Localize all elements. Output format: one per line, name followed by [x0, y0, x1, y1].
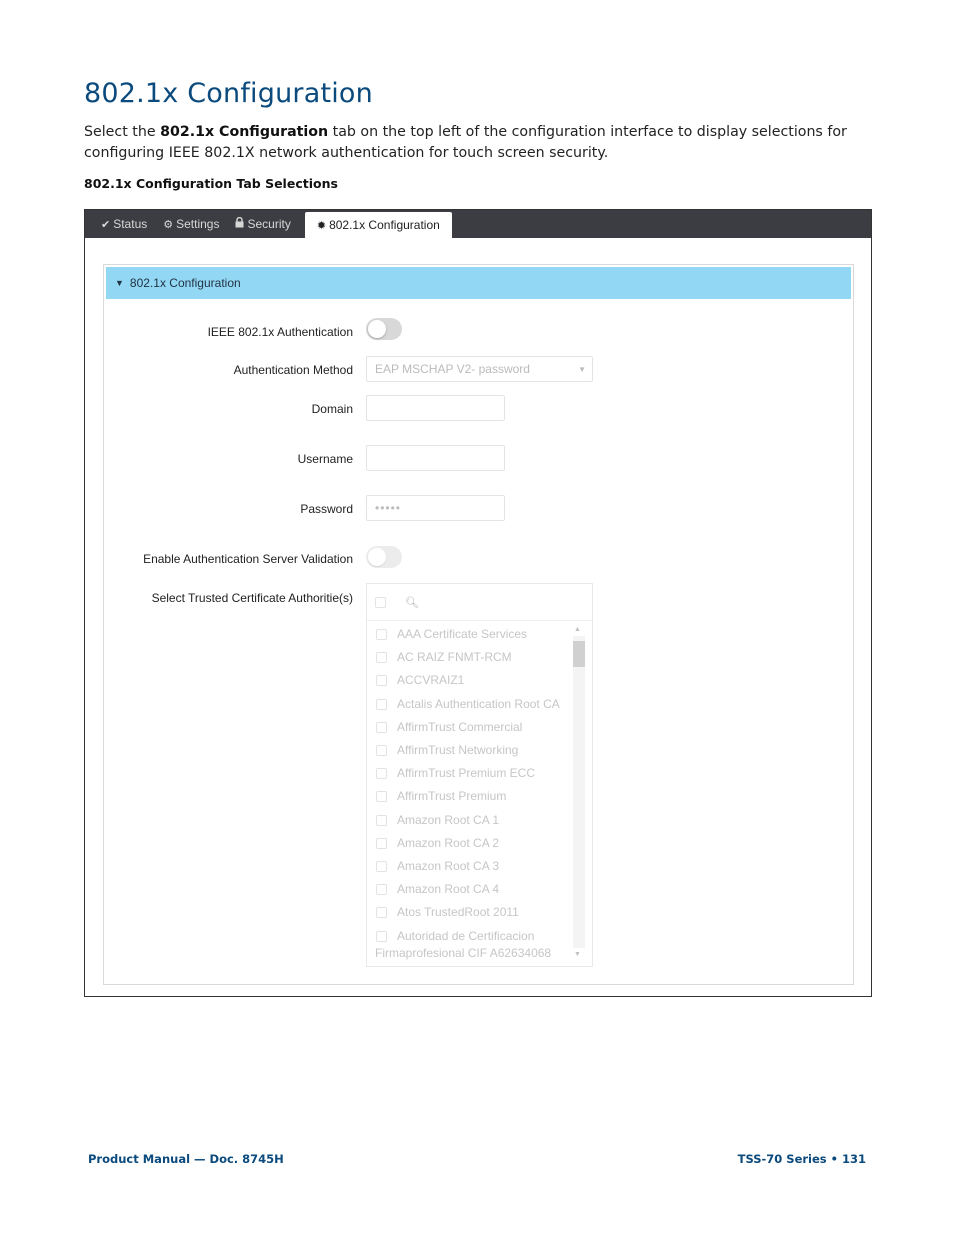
cog-icon: ✹ [316, 219, 327, 232]
footer-doc-info: Product Manual — Doc. 8745H [88, 1152, 284, 1166]
certificate-checkbox[interactable] [376, 884, 387, 895]
tab-8021x-label: 802.1x Configuration [329, 218, 440, 232]
certificate-item[interactable] [367, 623, 570, 646]
certificate-checkbox[interactable] [376, 931, 387, 942]
certificate-item[interactable] [367, 901, 570, 924]
password-label: Password [300, 502, 353, 516]
certificate-label: AC RAIZ FNMT-RCM [397, 650, 512, 665]
certificate-checkbox[interactable] [376, 815, 387, 826]
tab-security[interactable] [227, 210, 298, 238]
scroll-up-icon[interactable]: ▲ [574, 626, 581, 633]
password-input[interactable] [366, 495, 505, 521]
gear-icon: ⚙ [163, 218, 174, 231]
certificate-label: Amazon Root CA 3 [397, 859, 500, 873]
certificate-item[interactable] [367, 878, 570, 901]
certificate-search-row [367, 584, 592, 621]
username-label: Username [297, 452, 353, 466]
certificate-item[interactable] [367, 669, 570, 692]
panel-header[interactable] [106, 267, 851, 299]
intro-paragraph [84, 122, 874, 164]
certificate-list[interactable] [366, 583, 593, 967]
tab-status-label: Status [113, 217, 148, 231]
certificate-item[interactable] [367, 646, 570, 669]
certificate-item[interactable] [367, 785, 570, 808]
certificate-checkbox[interactable] [376, 768, 387, 779]
certificate-overflow-text: Firmaprofesional CIF A62634068 [375, 946, 552, 960]
certificate-label: Amazon Root CA 2 [397, 835, 500, 850]
username-input[interactable] [366, 445, 505, 471]
tab-settings-label: Settings [176, 217, 220, 231]
caret-down-icon: ▼ [115, 278, 124, 288]
check-icon: ✔ [101, 218, 111, 231]
certificate-checkbox[interactable] [376, 629, 387, 640]
certificate-item[interactable] [367, 693, 570, 716]
ieee-auth-toggle[interactable] [366, 318, 402, 340]
scrollbar-thumb[interactable] [573, 641, 585, 667]
select-all-checkbox[interactable] [375, 597, 386, 608]
scrollbar-track [573, 636, 585, 948]
config-panel [103, 264, 854, 985]
certificate-label: Autoridad de Certificacion [397, 928, 535, 943]
certificate-label: AffirmTrust Premium ECC [397, 766, 536, 781]
tab-security-label: Security [247, 217, 291, 231]
intro-suffix: tab on the top left of the configuration interface to display selections for configuring IEEE 802.1X network authentication for touch screen security. [84, 124, 847, 161]
certificate-scrollbar[interactable] [571, 622, 587, 962]
auth-method-select[interactable] [366, 356, 593, 382]
certificate-checkbox[interactable] [376, 675, 387, 686]
auth-method-value: EAP MSCHAP V2- password [375, 362, 530, 376]
chevron-down-icon: ▼ [578, 365, 586, 374]
certificate-checkbox[interactable] [376, 652, 387, 663]
intro-bold-term: 802.1x Configuration [160, 124, 329, 140]
certificate-item[interactable] [367, 762, 570, 785]
scroll-down-icon[interactable]: ▼ [574, 951, 581, 958]
certificate-item[interactable] [367, 716, 570, 739]
tab-status[interactable] [93, 210, 155, 238]
certificate-label: AffirmTrust Commercial [397, 719, 523, 734]
ieee-auth-label: IEEE 802.1x Authentication [207, 325, 353, 339]
intro-prefix: Select the [84, 124, 161, 140]
certificate-label: AffirmTrust Networking [397, 743, 519, 757]
certificate-checkbox[interactable] [376, 861, 387, 872]
certificate-item[interactable] [367, 855, 570, 878]
certificate-label: Actalis Authentication Root CA [397, 696, 560, 711]
domain-input[interactable] [366, 395, 505, 421]
server-validation-label: Enable Authentication Server Validation [143, 552, 353, 566]
toggle-knob [368, 548, 386, 566]
tab-bar [85, 210, 871, 238]
certificate-checkbox[interactable] [376, 838, 387, 849]
certificate-checkbox[interactable] [376, 791, 387, 802]
certificate-checkbox[interactable] [376, 699, 387, 710]
certificate-item[interactable] [367, 832, 570, 855]
certificate-label: Amazon Root CA 4 [397, 882, 500, 897]
search-icon[interactable]: 🔍︎ [405, 597, 419, 609]
trusted-ca-label: Select Trusted Certificate Authoritie(s) [151, 591, 353, 605]
panel-header-label: 802.1x Configuration [129, 276, 241, 290]
tab-settings[interactable] [155, 210, 227, 238]
config-screenshot [84, 209, 872, 997]
tab-8021x-configuration[interactable] [305, 212, 452, 238]
certificate-item[interactable] [367, 925, 570, 948]
figure-caption: 802.1x Configuration Tab Selections [84, 176, 338, 191]
page-title: 802.1x Configuration [84, 78, 373, 109]
certificate-label: AffirmTrust Premium [397, 789, 507, 804]
certificate-label: Amazon Root CA 1 [397, 812, 500, 827]
certificate-item[interactable] [367, 809, 570, 832]
certificate-item[interactable] [367, 739, 570, 762]
auth-method-label: Authentication Method [233, 363, 353, 377]
password-mask: ••••• [375, 501, 402, 515]
certificate-label: ACCVRAIZ1 [397, 673, 465, 688]
certificate-checkbox[interactable] [376, 907, 387, 918]
lock-icon [235, 217, 244, 231]
toggle-knob [368, 320, 386, 338]
certificate-checkbox[interactable] [376, 745, 387, 756]
certificate-label: Atos TrustedRoot 2011 [397, 905, 519, 920]
certificate-checkbox[interactable] [376, 722, 387, 733]
server-validation-toggle[interactable] [366, 546, 402, 568]
domain-label: Domain [311, 402, 353, 416]
certificate-label: AAA Certificate Services [397, 627, 528, 641]
footer-page-info: TSS-70 Series • 131 [737, 1152, 866, 1166]
